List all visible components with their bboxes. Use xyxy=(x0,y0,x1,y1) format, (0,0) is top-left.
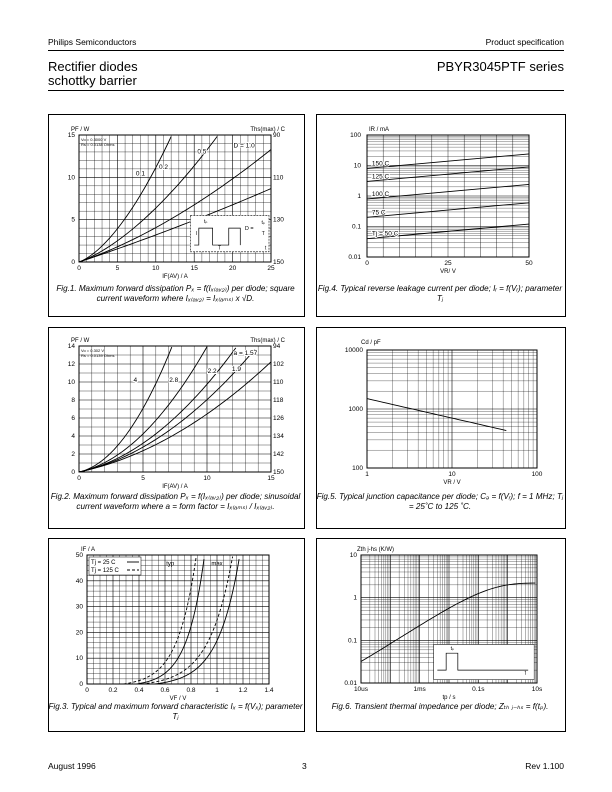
y-tick: 100 xyxy=(350,132,361,139)
x-tick: 10 xyxy=(448,471,456,478)
curve-label: 0.2 xyxy=(158,163,169,171)
page-number: 3 xyxy=(302,761,307,771)
curve-label: 4 xyxy=(133,377,138,384)
inset-label: tₚ xyxy=(203,219,208,226)
y-tick: 50 xyxy=(75,552,83,559)
y-tick: 0 xyxy=(71,469,75,476)
x-tick: 25 xyxy=(444,260,452,267)
y-tick: 0 xyxy=(71,259,75,266)
dissipation-curve xyxy=(79,347,172,472)
y-tick: 15 xyxy=(67,132,75,139)
x-tick: 0.6 xyxy=(160,687,170,694)
inset-box xyxy=(434,644,534,679)
y-tick: 12 xyxy=(67,361,75,368)
y-tick: 20 xyxy=(75,629,83,637)
x-tick: 5 xyxy=(141,475,145,482)
x-tick: 0.1s xyxy=(472,686,485,693)
y2-tick: 134 xyxy=(273,433,284,440)
fig3-caption: Fig.3. Typical and maximum forward characteristic Iₓ = f(Vₓ); parameter Tⱼ xyxy=(48,702,303,721)
fig3-plot xyxy=(76,547,274,702)
inset-label: T xyxy=(218,245,222,252)
fig5-plot xyxy=(345,340,543,486)
legend-entry: Tj = 125 C xyxy=(91,568,119,574)
temp-label: 100 C xyxy=(371,190,390,198)
temp-label: 125 C xyxy=(371,173,390,181)
y2-tick: 150 xyxy=(273,469,284,476)
x-axis-label: VF / V xyxy=(169,696,187,702)
y-tick: 10 xyxy=(353,162,361,170)
y-tick: 10 xyxy=(67,379,75,386)
fig6-plot xyxy=(344,547,543,701)
y-tick: 14 xyxy=(67,343,75,350)
y-tick: 0 xyxy=(79,681,83,688)
x-tick: 0 xyxy=(365,260,369,267)
y2-tick: 94 xyxy=(273,343,281,350)
y-axis-label: Cd / pF xyxy=(361,340,381,346)
y2-tick: 102 xyxy=(273,361,284,368)
y2-tick: 130 xyxy=(273,216,284,224)
temp-label: Tj = 50 C xyxy=(371,230,399,238)
curve-label: 2.8 xyxy=(169,377,179,384)
inset-label: I xyxy=(195,230,198,237)
fig6-caption: Fig.6. Transient thermal impedance per diode; Zₜₕ ⱼ₋ₕₛ = f(tₚ). xyxy=(331,702,549,711)
x-tick: 1ms xyxy=(413,686,426,693)
y-tick: 0.01 xyxy=(348,254,361,261)
y-tick: 10 xyxy=(75,655,83,663)
curve-label: D = 1.0 xyxy=(233,142,255,150)
product-title xyxy=(48,60,138,88)
y2-tick: 90 xyxy=(273,132,281,139)
inset-label: D = xyxy=(244,225,254,232)
x-tick: 10s xyxy=(531,686,543,693)
iv-curve xyxy=(155,559,240,684)
y-tick: 1 xyxy=(357,193,361,200)
company-name: Philips Semiconductors xyxy=(48,37,137,47)
x-tick: 1.2 xyxy=(238,687,248,694)
y2-tick: 110 xyxy=(273,379,284,386)
x-axis-label: IF(AV) / A xyxy=(162,484,188,490)
fig2-plot xyxy=(68,338,286,490)
x-tick: 20 xyxy=(228,265,237,272)
capacitance-curve xyxy=(367,399,506,431)
y-tick: 5 xyxy=(71,216,75,224)
y-tick: 6 xyxy=(71,415,75,422)
fig4-plot xyxy=(348,127,533,275)
y-tick: 10 xyxy=(349,552,357,559)
x-tick: 1.4 xyxy=(264,687,274,694)
footer-rev: Rev 1.100 xyxy=(525,761,564,771)
series-title: PBYR3045PTF series xyxy=(436,59,564,74)
dissipation-curve xyxy=(79,349,255,472)
footer-date: August 1996 xyxy=(48,761,96,771)
y-tick: 1000 xyxy=(348,406,363,413)
y-axis-label: IF / A xyxy=(81,547,96,553)
y-tick: 30 xyxy=(75,603,83,611)
y-tick: 2 xyxy=(71,451,75,458)
x-tick: 10us xyxy=(353,686,369,693)
params-text: Rs = 0.0139 Ohms xyxy=(81,353,115,358)
y2-tick: 126 xyxy=(273,415,284,422)
curve-label: 0.5 xyxy=(197,148,207,156)
curve-label: 1.9 xyxy=(231,366,241,374)
fig1-caption: Fig.1. Maximum forward dissipation Pₓ = f(Iₓ₍ₐᵥ₂₎) per diode; square current waveform where Iₓ₍ₐᵥ₂₎ = Iₓ₍ₐₘₛ₎ x √D. xyxy=(56,284,295,303)
x-tick: 10 xyxy=(203,475,211,482)
x-tick: 50 xyxy=(525,260,533,267)
y-tick: 1 xyxy=(353,594,357,602)
x-tick: 0 xyxy=(77,475,81,482)
y2-tick: 142 xyxy=(273,451,284,458)
y-tick: 0.01 xyxy=(344,680,357,687)
y2-axis-label: Ths(max) / C xyxy=(250,338,285,344)
x-tick: 0.4 xyxy=(134,687,144,694)
y2-tick: 118 xyxy=(273,397,284,404)
inset-box xyxy=(190,215,269,251)
inset-label: tₚ xyxy=(450,645,455,652)
y2-axis-label: Ths(max) / C xyxy=(250,127,285,133)
inset-label: T xyxy=(261,230,265,237)
typ-label: typ xyxy=(166,561,175,568)
max-label: max xyxy=(211,561,223,568)
x-tick: 15 xyxy=(190,265,198,272)
curve-label: 0.1 xyxy=(135,170,145,178)
y2-tick: 150 xyxy=(273,259,284,266)
inset-label: t xyxy=(264,245,267,252)
y-tick: 100 xyxy=(352,465,363,472)
y-axis-label: PF / W xyxy=(71,338,90,344)
y-axis-label: Zth j-hs (K/W) xyxy=(357,547,394,553)
title-rule xyxy=(48,90,564,91)
iv-curve xyxy=(136,559,204,684)
curve-label: a = 1.57 xyxy=(233,350,258,357)
temp-label: 150 C xyxy=(371,160,390,168)
fig2-caption: Fig.2. Maximum forward dissipation Pₓ = f(Iₓ₍ₐᵥ₂₎) per diode; sinusoidal current waveform where a = form factor = Iₓ₍ₐₘₛ₎ / Iₓ₍ₐᵥ₂₎. xyxy=(50,492,301,511)
x-axis-label: IF(AV) / A xyxy=(162,274,188,280)
y-tick: 4 xyxy=(71,433,75,440)
fig4-caption: Fig.4. Typical reverse leakage current per diode; Iᵣ = f(Vᵣ); parameter Tⱼ xyxy=(317,284,563,303)
fig5-caption: Fig.5. Typical junction capacitance per diode; Cₔ = f(Vᵣ); f = 1 MHz; Tⱼ = 25˚C to 125 ˚C. xyxy=(316,492,564,511)
title-line-2: schottky barrier xyxy=(48,73,137,88)
y-axis-label: IR / mA xyxy=(369,127,390,133)
x-axis-label: tp / s xyxy=(442,695,456,701)
x-tick: 25 xyxy=(267,265,275,272)
header-rule xyxy=(48,50,564,51)
title-line-1: Rectifier diodes xyxy=(48,59,138,74)
x-axis-label: VR / V xyxy=(443,480,461,486)
fig1-plot xyxy=(68,127,286,280)
legend-entry: Tj = 25 C xyxy=(91,560,116,566)
params-text: Rs = 0.0138 Ohms xyxy=(81,142,115,147)
params-text: Vo = 0.3000 V xyxy=(81,137,107,142)
x-tick: 0.8 xyxy=(186,687,196,694)
y-tick: 40 xyxy=(75,577,83,585)
x-tick: 0 xyxy=(85,687,89,694)
y2-tick: 110 xyxy=(273,174,284,182)
curve-label: 2.2 xyxy=(207,368,217,375)
x-tick: 0 xyxy=(77,265,81,272)
x-tick: 1 xyxy=(215,687,219,694)
y-tick: 0.1 xyxy=(351,223,361,231)
y-axis-label: PF / W xyxy=(71,127,90,133)
x-tick: 10 xyxy=(152,265,160,272)
y-tick: 10000 xyxy=(344,347,363,354)
y-tick: 0.1 xyxy=(347,637,357,645)
x-tick: 100 xyxy=(531,471,543,478)
temp-label: 75 C xyxy=(371,209,386,217)
x-tick: 5 xyxy=(115,265,120,272)
params-text: Vo = 0.302 V xyxy=(81,348,105,353)
inset-label: tₚ xyxy=(261,219,266,226)
y-tick: 10 xyxy=(67,174,75,182)
y-tick: 8 xyxy=(71,397,75,404)
inset-label: t xyxy=(524,670,527,677)
x-tick: 0.2 xyxy=(108,687,118,694)
x-axis-label: VR/ V xyxy=(440,269,456,275)
x-tick: 15 xyxy=(267,475,275,482)
x-tick: 1 xyxy=(365,471,369,478)
doc-type: Product specification xyxy=(485,37,564,47)
